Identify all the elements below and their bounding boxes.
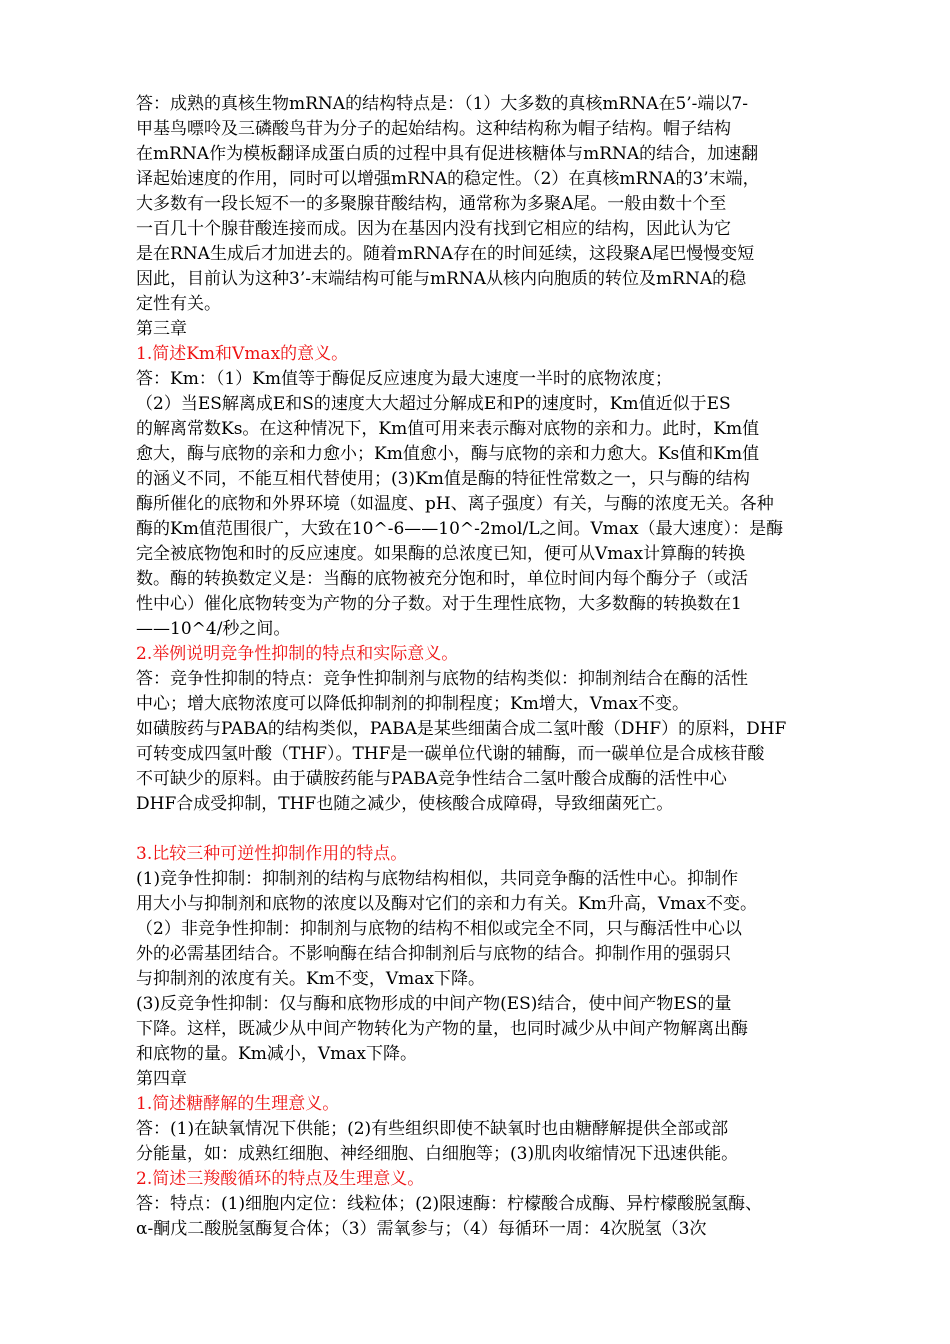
- text-line: 的解离常数Ks。在这种情况下，Km值可用来表示酶对底物的亲和力。此时，Km值: [136, 419, 760, 439]
- text-line: 答：Km：（1）Km值等于酶促反应速度为最大速度一半时的底物浓度；: [136, 369, 672, 389]
- chapter-heading: [136, 1067, 816, 1092]
- document-page: [136, 92, 816, 1242]
- text-line: 答：(1)在缺氧情况下供能；(2)有些组织即使不缺氧时也由糖酵解提供全部或部: [136, 1119, 729, 1139]
- text-line: 分能量，如：成熟红细胞、神经细胞、白细胞等；(3)肌肉收缩情况下迅速供能。: [136, 1144, 739, 1164]
- text-line: 和底物的量。Km减小，Vmax下降。: [136, 1044, 417, 1064]
- text-line: 性中心）催化底物转变为产物的分子数。对于生理性底物，大多数酶的转换数在1: [136, 594, 742, 614]
- text-line: 甲基鸟嘌呤及三磷酸鸟苷为分子的起始结构。这种结构称为帽子结构。帽子结构: [136, 119, 731, 139]
- text-line: 可转变成四氢叶酸（THF）。THF是一碳单位代谢的辅酶，而一碳单位是合成核苷酸: [136, 744, 765, 764]
- question-heading: [136, 642, 816, 667]
- text-line: 1.简述糖酵解的生理意义。: [136, 1094, 340, 1114]
- text-line: 第四章: [136, 1069, 187, 1089]
- text-line: 完全被底物饱和时的反应速度。如果酶的总浓度已知，便可从Vmax计算酶的转换: [136, 544, 746, 564]
- text-line: 译起始速度的作用，同时可以增强mRNA的稳定性。（2）在真核mRNA的3’末端，: [136, 169, 760, 189]
- text-line: 与抑制剂的浓度有关。Km不变，Vmax下降。: [136, 969, 485, 989]
- text-line: 酶的Km值范围很广，大致在10^-6——10^-2mol/L之间。Vmax（最大速度）：是酶: [136, 519, 784, 539]
- text-line: (3)反竞争性抑制：仅与酶和底物形成的中间产物(ES)结合，使中间产物ES的量: [136, 994, 732, 1014]
- text-line: 2.举例说明竞争性抑制的特点和实际意义。: [136, 644, 459, 664]
- answer-paragraph: [136, 1117, 816, 1167]
- text-line: 是在RNA生成后才加进去的。随着mRNA存在的时间延续，这段聚A尾巴慢慢变短: [136, 244, 755, 264]
- text-line: 如磺胺药与PABA的结构类似，PABA是某些细菌合成二氢叶酸（DHF）的原料，DHF: [136, 719, 787, 739]
- text-line: 中心；增大底物浓度可以降低抑制剂的抑制程度；Km增大，Vmax不变。: [136, 694, 689, 714]
- answer-paragraph: [136, 1192, 816, 1242]
- question-heading: [136, 342, 816, 367]
- text-line: 在mRNA作为模板翻译成蛋白质的过程中具有促进核糖体与mRNA的结合，加速翻: [136, 144, 759, 164]
- text-line: 2.简述三羧酸循环的特点及生理意义。: [136, 1169, 425, 1189]
- text-line: (1)竞争性抑制：抑制剂的结构与底物结构相似，共同竞争酶的活性中心。抑制作: [136, 869, 739, 889]
- question-heading: [136, 1092, 816, 1117]
- text-line: 不可缺少的原料。由于磺胺药能与PABA竞争性结合二氢叶酸合成酶的活性中心: [136, 769, 727, 789]
- text-line: 一百几十个腺苷酸连接而成。因为在基因内没有找到它相应的结构，因此认为它: [136, 219, 731, 239]
- text-line: 第三章: [136, 319, 187, 339]
- text-line: 因此，目前认为这种3’-末端结构可能与mRNA从核内向胞质的转位及mRNA的稳: [136, 269, 747, 289]
- text-line: α-酮戊二酸脱氢酶复合体；（3）需氧参与；（4）每循环一周：4次脱氢（3次: [136, 1219, 707, 1239]
- text-line: 的涵义不同，不能互相代替使用；(3)Km值是酶的特征性常数之一，只与酶的结构: [136, 469, 750, 489]
- text-line: 定性有关。: [136, 294, 221, 314]
- text-line: 下降。这样，既减少从中间产物转化为产物的量，也同时减少从中间产物解离出酶: [136, 1019, 748, 1039]
- text-line: 愈大，酶与底物的亲和力愈小；Km值愈小，酶与底物的亲和力愈大。Ks值和Km值: [136, 444, 760, 464]
- text-line: 1.简述Km和Vmax的意义。: [136, 344, 349, 364]
- text-line: 答：成熟的真核生物mRNA的结构特点是：（1）大多数的真核mRNA在5’-端以7-: [136, 94, 748, 114]
- text-line: DHF合成受抑制，THF也随之减少，使核酸合成障碍，导致细菌死亡。: [136, 794, 674, 814]
- chapter-heading: [136, 317, 816, 342]
- answer-paragraph: [136, 667, 816, 817]
- blank-line: [136, 817, 816, 842]
- text-line: （2）当ES解离成E和S的速度大大超过分解成E和P的速度时，Km值近似于ES: [136, 394, 731, 414]
- text-line: ——10^4/秒之间。: [136, 619, 291, 639]
- question-heading: [136, 842, 816, 867]
- text-line: 数。酶的转换数定义是：当酶的底物被充分饱和时，单位时间内每个酶分子（或活: [136, 569, 748, 589]
- text-line: 答：特点：(1)细胞内定位：线粒体；(2)限速酶：柠檬酸合成酶、异柠檬酸脱氢酶、: [136, 1194, 763, 1214]
- text-line: 酶所催化的底物和外界环境（如温度、pH、离子强度）有关，与酶的浓度无关。各种: [136, 494, 774, 514]
- text-line: 大多数有一段长短不一的多聚腺苷酸结构，通常称为多聚A尾。一般由数十个至: [136, 194, 727, 214]
- text-line: 外的必需基团结合。不影响酶在结合抑制剂后与底物的结合。抑制作用的强弱只: [136, 944, 731, 964]
- question-heading: [136, 1167, 816, 1192]
- text-line: 答：竞争性抑制的特点：竞争性抑制剂与底物的结构类似：抑制剂结合在酶的活性: [136, 669, 748, 689]
- answer-paragraph: [136, 92, 816, 317]
- text-line: （2）非竞争性抑制：抑制剂与底物的结构不相似或完全不同，只与酶活性中心以: [136, 919, 742, 939]
- answer-paragraph: [136, 867, 816, 1067]
- text-line: 用大小与抑制剂和底物的浓度以及酶对它们的亲和力有关。Km升高，Vmax不变。: [136, 894, 757, 914]
- answer-paragraph: [136, 367, 816, 642]
- text-line: 3.比较三种可逆性抑制作用的特点。: [136, 844, 408, 864]
